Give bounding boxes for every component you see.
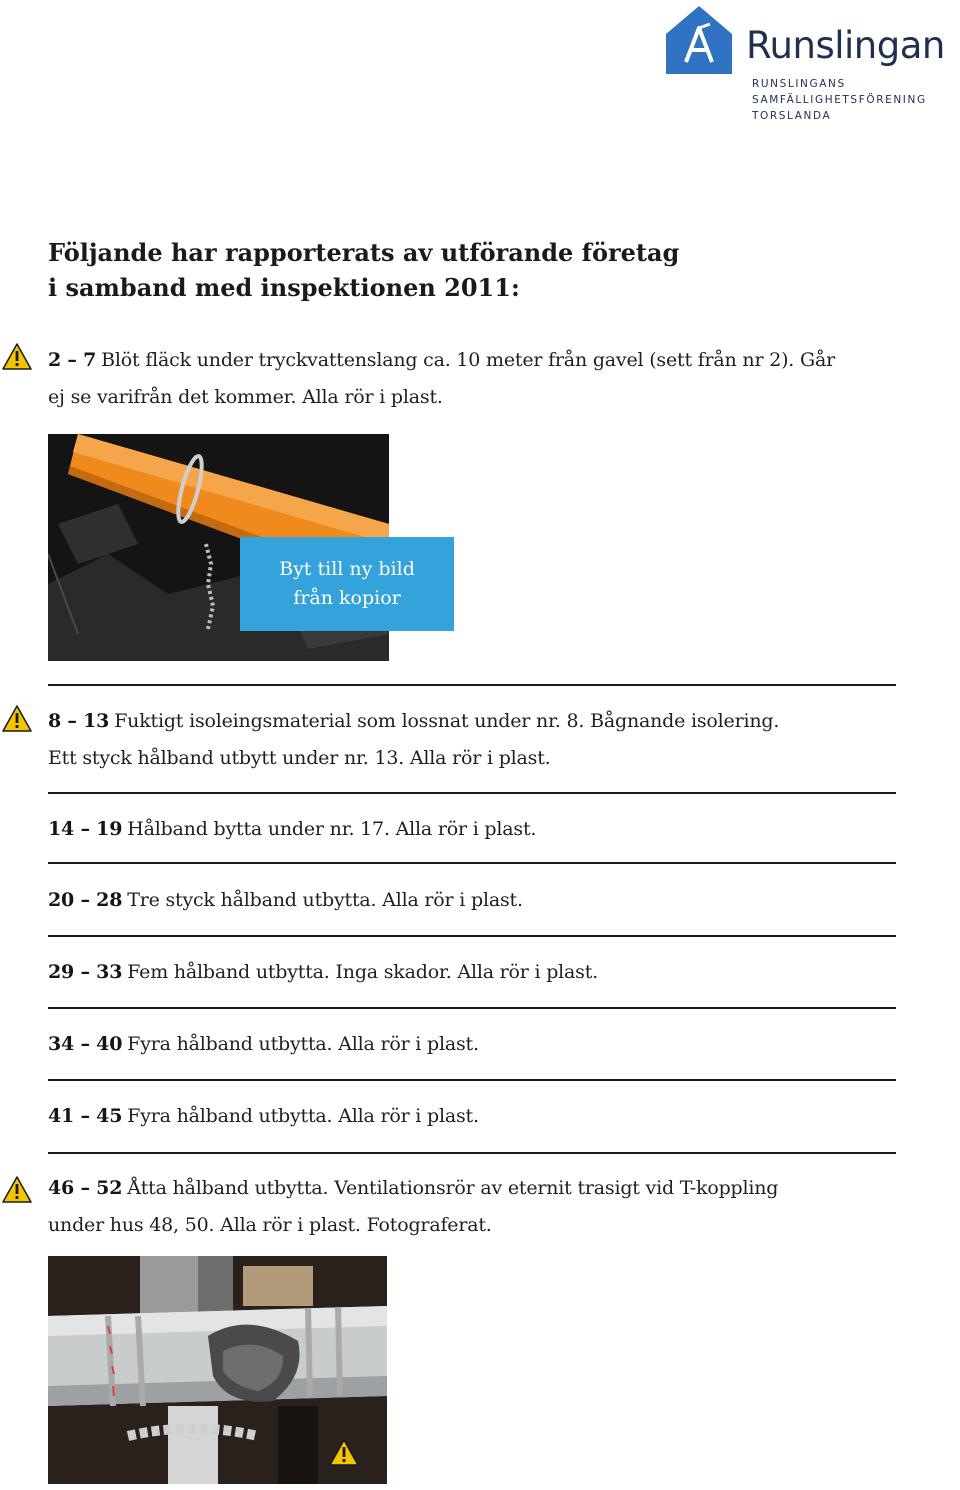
report-item bbox=[48, 954, 908, 991]
logo-subtitle-line: SAMFÄLLIGHETSFÖRENING bbox=[752, 94, 927, 106]
heading-line-2: i samband med inspektionen 2011: bbox=[48, 273, 520, 302]
item-text-line-1: Hålband bytta under nr. 17. Alla rör i plast. bbox=[127, 818, 537, 840]
heading-line-1: Följande har rapporterats av utförande företag bbox=[48, 238, 680, 267]
divider bbox=[48, 1007, 896, 1009]
placeholder-line-1: Byt till ny bild bbox=[279, 558, 415, 580]
item-text-line-2: ej se varifrån det kommer. Alla rör i plast. bbox=[48, 386, 443, 408]
report-item bbox=[48, 882, 908, 919]
report-item bbox=[48, 342, 908, 416]
logo-name: Runslingan bbox=[746, 24, 945, 67]
house-range: 14 – 19 bbox=[48, 818, 123, 840]
report-item bbox=[48, 703, 908, 777]
report-item bbox=[48, 1026, 908, 1063]
logo-subtitle-line: TORSLANDA bbox=[752, 110, 832, 122]
house-range: 46 – 52 bbox=[48, 1177, 123, 1199]
report-item bbox=[48, 1098, 908, 1135]
replace-image-placeholder bbox=[240, 537, 454, 631]
logo-subtitle-line: RUNSLINGANS bbox=[752, 78, 846, 90]
house-range: 8 – 13 bbox=[48, 710, 110, 732]
page-heading bbox=[48, 235, 848, 305]
item-text-line-1: Fyra hålband utbytta. Alla rör i plast. bbox=[127, 1105, 479, 1127]
divider bbox=[48, 1152, 896, 1154]
item-text-line-1: Tre styck hålband utbytta. Alla rör i plast. bbox=[127, 889, 523, 911]
house-range: 34 – 40 bbox=[48, 1033, 123, 1055]
report-item bbox=[48, 1170, 908, 1244]
item-text-line-2: Ett styck hålband utbytt under nr. 13. Alla rör i plast. bbox=[48, 747, 551, 769]
item-text-line-1: Blöt fläck under tryckvattenslang ca. 10 meter från gavel (sett från nr 2). Går bbox=[101, 349, 835, 371]
broken-pipe-photo bbox=[48, 1256, 387, 1484]
house-range: 20 – 28 bbox=[48, 889, 123, 911]
item-text-line-1: Fuktigt isoleingsmaterial som lossnat under nr. 8. Bågnande isolering. bbox=[114, 710, 780, 732]
item-text-line-1: Åtta hålband utbytta. Ventilationsrör av eternit trasigt vid T-koppling bbox=[127, 1177, 779, 1199]
divider bbox=[48, 862, 896, 864]
item-text-line-1: Fyra hålband utbytta. Alla rör i plast. bbox=[127, 1033, 479, 1055]
warning-icon bbox=[2, 1176, 32, 1203]
divider bbox=[48, 684, 896, 686]
house-a-logo-icon bbox=[666, 6, 732, 74]
warning-icon bbox=[2, 705, 32, 732]
divider bbox=[48, 792, 896, 794]
report-item bbox=[48, 811, 908, 848]
house-range: 2 – 7 bbox=[48, 349, 97, 371]
house-range: 29 – 33 bbox=[48, 961, 123, 983]
warning-icon bbox=[2, 343, 32, 370]
house-range: 41 – 45 bbox=[48, 1105, 123, 1127]
item-text-line-1: Fem hålband utbytta. Inga skador. Alla rör i plast. bbox=[127, 961, 599, 983]
placeholder-line-2: från kopior bbox=[293, 587, 401, 609]
item-text-line-2: under hus 48, 50. Alla rör i plast. Fotograferat. bbox=[48, 1214, 492, 1236]
logo-subtitle bbox=[752, 76, 927, 124]
organization-logo bbox=[666, 6, 956, 122]
divider bbox=[48, 1079, 896, 1081]
divider bbox=[48, 935, 896, 937]
